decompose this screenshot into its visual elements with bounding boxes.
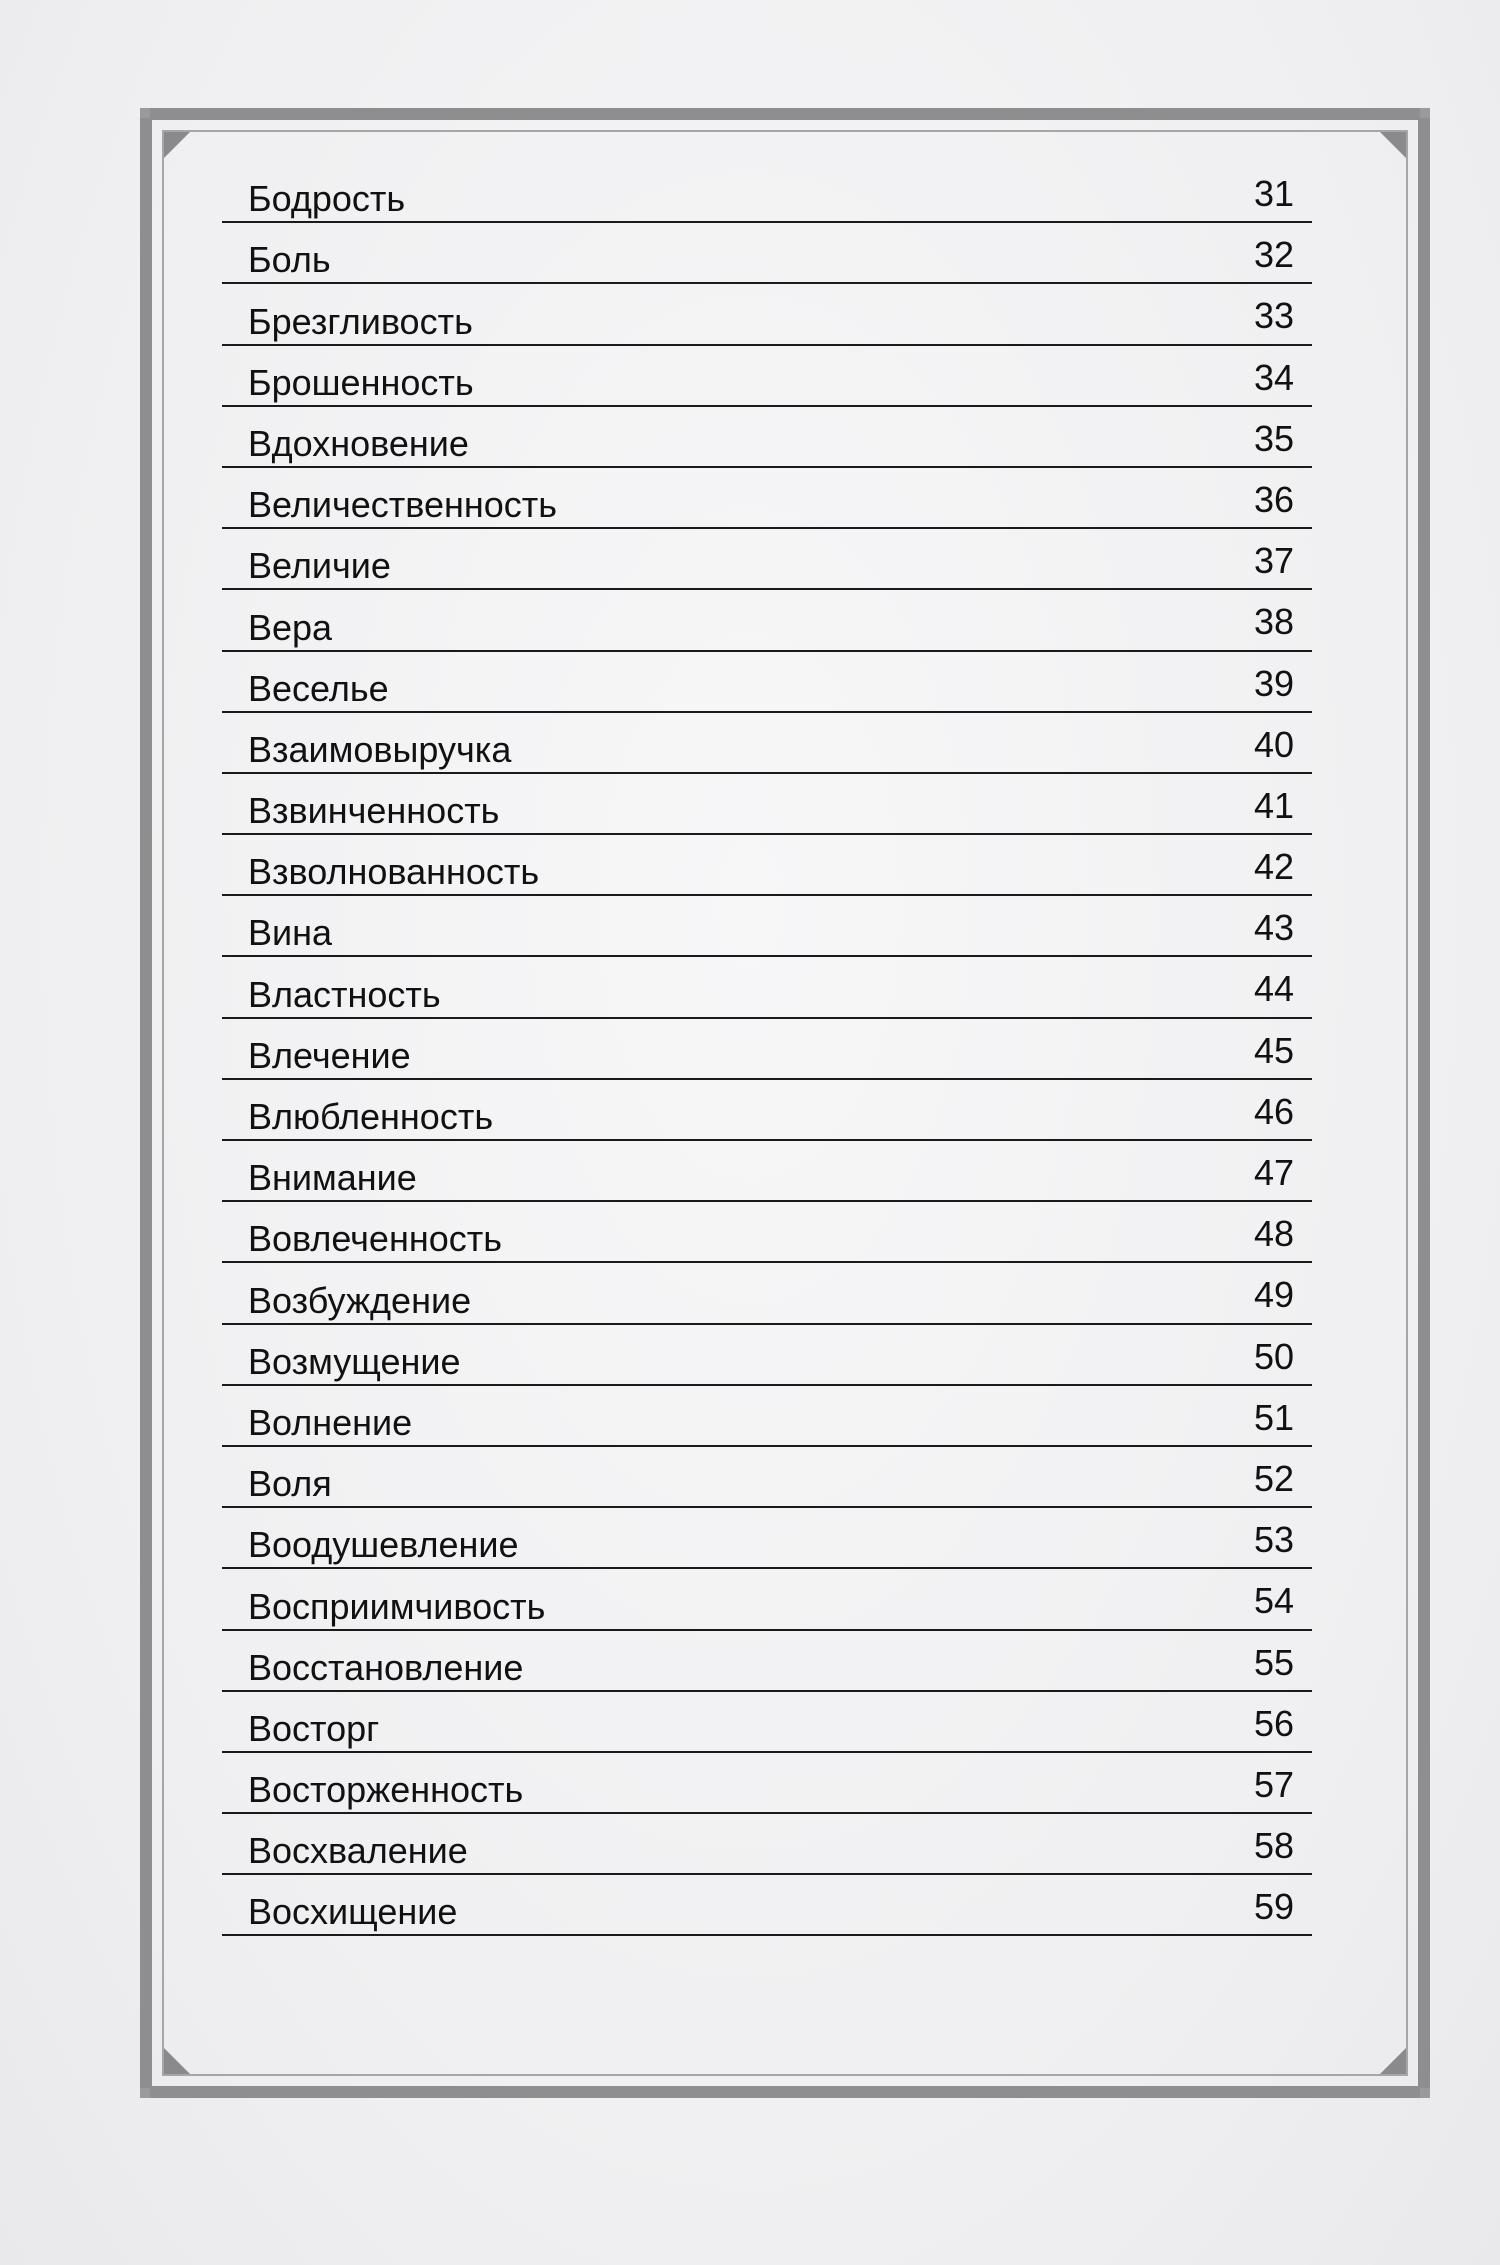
toc-entry-title: Веселье (248, 667, 389, 709)
toc-entry-page-number: 53 (1253, 1519, 1294, 1561)
toc-entry-title: Воодушевление (248, 1524, 519, 1566)
toc-entry-page-number: 55 (1253, 1641, 1294, 1683)
toc-entry (222, 1631, 1312, 1692)
toc-entry (222, 284, 1312, 345)
toc-entry-title: Влечение (248, 1034, 411, 1076)
frame-corner-ornament (164, 2048, 190, 2074)
toc-entry-title: Вера (248, 606, 333, 648)
toc-entry (222, 1692, 1312, 1753)
toc-entry-title: Влюбленность (248, 1096, 494, 1137)
toc-entry-title: Возбуждение (248, 1279, 472, 1321)
toc-entry (222, 1875, 1312, 1936)
table-of-contents (222, 162, 1312, 1936)
frame-left-bar (140, 118, 152, 2088)
toc-entry-title: Величие (248, 545, 391, 587)
toc-entry (222, 1141, 1312, 1202)
toc-entry-title: Восприимчивость (248, 1585, 546, 1627)
toc-entry (222, 896, 1312, 957)
frame-corner-ornament (1380, 132, 1406, 158)
toc-entry-page-number: 45 (1253, 1029, 1294, 1071)
toc-entry-page-number: 50 (1253, 1335, 1294, 1377)
toc-entry-title: Восторг (248, 1707, 380, 1749)
toc-entry (222, 713, 1312, 774)
toc-entry-page-number: 52 (1253, 1457, 1294, 1499)
toc-entry (222, 835, 1312, 896)
toc-entry-page-number: 36 (1253, 478, 1294, 520)
toc-entry-page-number: 49 (1253, 1274, 1294, 1316)
toc-entry-page-number: 41 (1253, 784, 1294, 826)
toc-entry-page-number: 37 (1253, 540, 1294, 582)
toc-entry-title: Взаимовыручка (248, 728, 512, 770)
toc-entry-page-number: 42 (1253, 846, 1294, 888)
toc-entry-page-number: 31 (1253, 173, 1294, 214)
toc-entry (222, 1753, 1312, 1814)
frame-bottom-bar (150, 2086, 1420, 2098)
toc-entry-page-number: 48 (1253, 1213, 1294, 1255)
toc-entry-page-number: 40 (1253, 723, 1294, 765)
frame-right-bar (1418, 118, 1430, 2088)
toc-entry (222, 1508, 1312, 1569)
toc-entry-page-number: 54 (1253, 1580, 1294, 1622)
frame-top-bar (150, 108, 1420, 120)
toc-entry-page-number: 44 (1253, 968, 1294, 1010)
frame-corner-ornament (1380, 2048, 1406, 2074)
toc-entry (222, 774, 1312, 835)
toc-entry-page-number: 32 (1253, 234, 1294, 276)
toc-entry-page-number: 56 (1253, 1702, 1294, 1744)
toc-entry-page-number: 58 (1253, 1825, 1294, 1867)
toc-entry (222, 1325, 1312, 1386)
toc-entry-title: Взвинченность (248, 790, 500, 832)
toc-entry (222, 1386, 1312, 1447)
toc-entry (222, 407, 1312, 468)
toc-entry-page-number: 38 (1253, 601, 1294, 643)
toc-entry (222, 1080, 1312, 1141)
toc-entry (222, 1202, 1312, 1263)
toc-entry-title: Боль (248, 239, 331, 281)
toc-entry (222, 957, 1312, 1018)
toc-entry-title: Возмущение (248, 1340, 461, 1382)
toc-entry-title: Вдохновение (248, 422, 469, 464)
toc-entry-title: Воля (248, 1463, 332, 1505)
toc-entry (222, 468, 1312, 529)
toc-entry-title: Взволнованность (248, 851, 540, 893)
toc-entry-title: Брошенность (248, 361, 474, 403)
toc-entry (222, 1447, 1312, 1508)
toc-entry-title: Внимание (248, 1157, 417, 1199)
toc-entry-title: Восхваление (248, 1830, 468, 1872)
toc-entry-title: Вина (248, 912, 333, 954)
frame-corner-stud (1420, 2088, 1430, 2098)
toc-entry-title: Восхищение (248, 1891, 458, 1933)
frame-corner-stud (140, 2088, 150, 2098)
toc-entry-page-number: 51 (1253, 1396, 1294, 1438)
toc-entry (222, 162, 1312, 223)
toc-entry-page-number: 33 (1253, 295, 1294, 337)
toc-entry-page-number: 43 (1253, 907, 1294, 949)
toc-entry-page-number: 47 (1253, 1152, 1294, 1193)
toc-entry (222, 346, 1312, 407)
toc-entry-title: Волнение (248, 1401, 413, 1443)
toc-entry (222, 529, 1312, 590)
toc-entry (222, 1569, 1312, 1630)
toc-entry (222, 652, 1312, 713)
toc-entry-page-number: 34 (1253, 356, 1294, 398)
toc-entry-page-number: 57 (1253, 1763, 1294, 1805)
toc-entry (222, 1019, 1312, 1080)
toc-entry (222, 223, 1312, 284)
toc-entry-title: Восторженность (248, 1769, 524, 1811)
toc-entry-page-number: 35 (1253, 417, 1294, 459)
toc-entry-title: Бодрость (248, 178, 406, 220)
toc-entry (222, 590, 1312, 651)
frame-corner-stud (1420, 108, 1430, 118)
toc-entry-title: Вовлеченность (248, 1218, 502, 1260)
toc-entry-page-number: 59 (1253, 1886, 1294, 1928)
frame-corner-stud (140, 108, 150, 118)
toc-entry-title: Властность (248, 973, 441, 1015)
toc-entry-page-number: 39 (1253, 662, 1294, 704)
toc-entry-title: Брезгливость (248, 300, 473, 342)
toc-entry-title: Восстановление (248, 1646, 524, 1688)
toc-entry-page-number: 46 (1253, 1090, 1294, 1132)
toc-entry-title: Величественность (248, 484, 557, 526)
frame-corner-ornament (164, 132, 190, 158)
toc-entry (222, 1814, 1312, 1875)
toc-entry (222, 1263, 1312, 1324)
